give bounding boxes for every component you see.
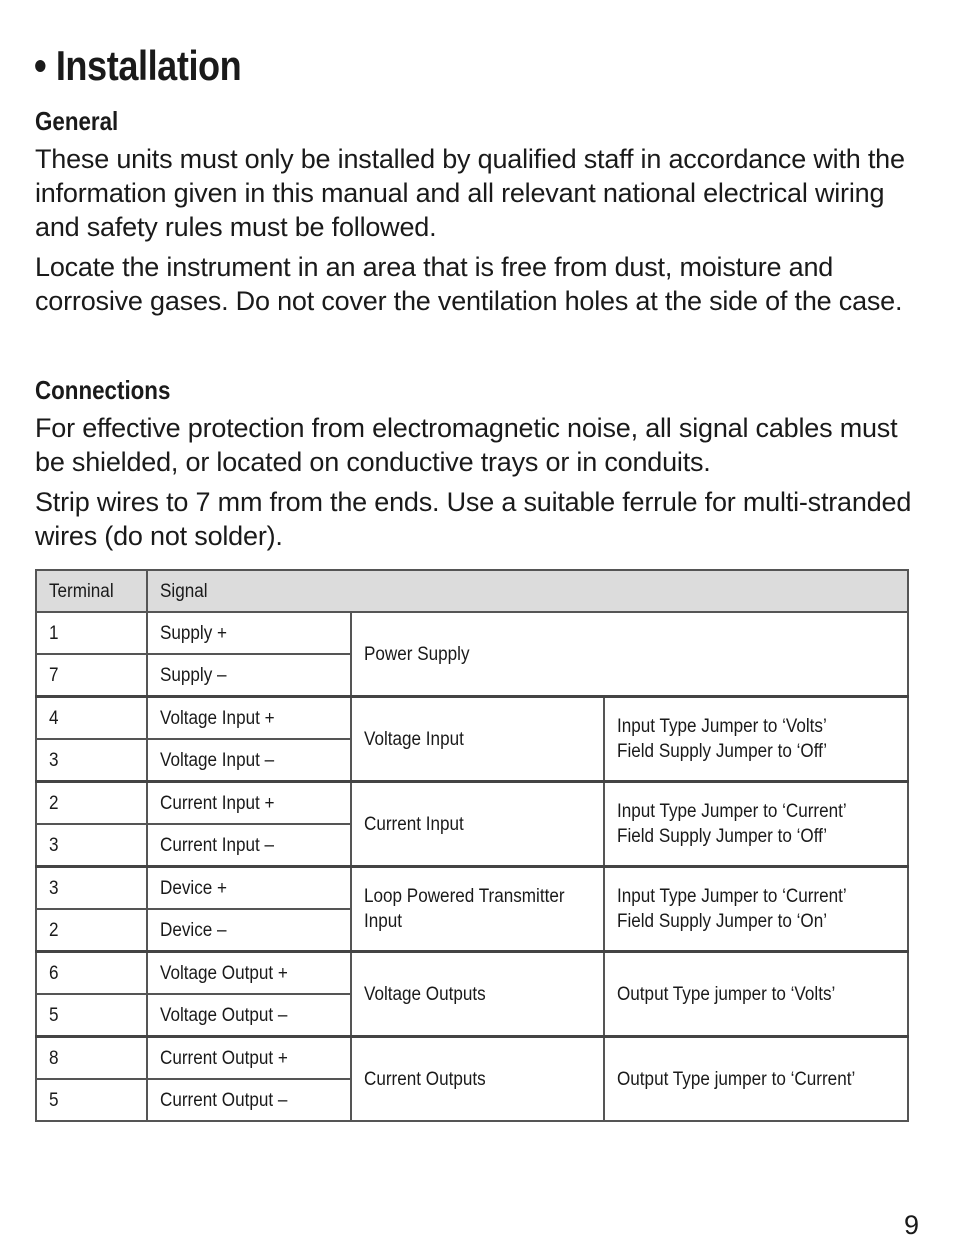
- signal-name: Current Output –: [159, 1089, 287, 1111]
- jumper-note: Field Supply Jumper to ‘Off’: [617, 826, 828, 847]
- table-row: [36, 782, 908, 825]
- signal-name: Current Output +: [159, 1047, 288, 1069]
- signal-name: Supply +: [159, 622, 227, 644]
- general-paragraph-2: Locate the instrument in an area that is free from dust, moisture and corrosive gases. Do not cover the ventilation holes at the side of the case.: [35, 252, 903, 316]
- signal-cell: [147, 1079, 351, 1121]
- terminal-cell: [36, 697, 147, 740]
- signal-name: Voltage Input +: [159, 707, 275, 729]
- function-label: Voltage Outputs: [363, 983, 486, 1005]
- terminal-number: 1: [49, 622, 59, 644]
- signal-name: Supply –: [159, 664, 227, 686]
- general-heading: General: [35, 106, 119, 136]
- table-row: [36, 867, 908, 910]
- page-number: 9: [903, 1210, 919, 1240]
- signal-cell: [147, 867, 351, 910]
- signal-cell: [147, 824, 351, 867]
- jumper-note: Input Type Jumper to ‘Current’: [617, 801, 848, 822]
- table-row: [36, 1037, 908, 1080]
- signal-cell: [147, 994, 351, 1037]
- terminal-number: 2: [49, 919, 59, 941]
- jumper-note: Field Supply Jumper to ‘On’: [617, 911, 828, 932]
- terminal-number: 3: [49, 834, 59, 856]
- jumper-note: Output Type jumper to ‘Current’: [617, 1068, 856, 1090]
- terminal-number: 3: [49, 749, 59, 771]
- jumper-note: Input Type Jumper to ‘Current’: [617, 886, 848, 907]
- function-cell: [351, 612, 908, 697]
- table-row: [36, 697, 908, 740]
- signal-name: Device +: [159, 877, 227, 899]
- terminal-number: 7: [49, 664, 59, 686]
- jumper-notes-cell: [604, 782, 908, 867]
- signal-name: Current Input +: [159, 792, 275, 814]
- jumper-note: Input Type Jumper to ‘Volts’: [617, 716, 828, 737]
- jumper-notes-cell: [604, 952, 908, 1037]
- terminal-cell: [36, 994, 147, 1037]
- terminal-cell: [36, 867, 147, 910]
- signal-cell: [147, 952, 351, 995]
- function-cell: [351, 952, 605, 1037]
- terminal-cell: [36, 824, 147, 867]
- function-label: Current Outputs: [363, 1068, 486, 1090]
- function-cell: [351, 867, 605, 952]
- table-row: [36, 952, 908, 995]
- jumper-notes-cell: [604, 1037, 908, 1122]
- signal-cell: [147, 654, 351, 697]
- signal-cell: [147, 782, 351, 825]
- terminal-cell: [36, 1037, 147, 1080]
- terminal-number: 4: [49, 707, 59, 729]
- terminal-header-label: Terminal: [49, 580, 114, 602]
- table-header-row: [36, 570, 908, 612]
- function-cell: [351, 1037, 605, 1122]
- terminal-cell: [36, 782, 147, 825]
- terminal-header: [36, 570, 147, 612]
- terminal-cell: [36, 1079, 147, 1121]
- signal-cell: [147, 612, 351, 654]
- signal-name: Voltage Input –: [159, 749, 274, 771]
- terminal-cell: [36, 654, 147, 697]
- connections-heading: Connections: [35, 375, 171, 405]
- terminal-cell: [36, 612, 147, 654]
- function-label: Current Input: [363, 813, 464, 835]
- terminal-number: 8: [49, 1047, 59, 1069]
- signal-cell: [147, 739, 351, 782]
- signal-name: Voltage Output –: [159, 1004, 288, 1026]
- terminal-cell: [36, 739, 147, 782]
- terminal-signal-table: [35, 569, 909, 1122]
- signal-cell: [147, 909, 351, 952]
- function-label: Voltage Input: [363, 728, 464, 750]
- function-label-line2: Input: [363, 911, 402, 932]
- general-section: [35, 106, 915, 324]
- general-paragraph-1: These units must only be installed by qualified staff in accordance with the information given in this manual and all relevant national electrical wiring and safety rules must be followed.: [35, 144, 905, 242]
- page-title: • Installation: [34, 42, 242, 89]
- connections-paragraph-2: Strip wires to 7 mm from the ends. Use a suitable ferrule for multi-stranded wires (do not solder).: [35, 487, 912, 551]
- function-label: Loop Powered Transmitter: [363, 886, 565, 907]
- signal-name: Device –: [159, 919, 227, 941]
- signal-name: Voltage Output +: [159, 962, 288, 984]
- signal-name: Current Input –: [159, 834, 274, 856]
- terminal-number: 2: [49, 792, 59, 814]
- terminal-number: 5: [49, 1089, 59, 1111]
- signal-header-label: Signal: [159, 580, 208, 602]
- signal-cell: [147, 1037, 351, 1080]
- function-cell: [351, 782, 605, 867]
- jumper-notes-cell: [604, 867, 908, 952]
- terminal-cell: [36, 952, 147, 995]
- signal-header: [147, 570, 908, 612]
- function-label: Power Supply: [363, 643, 470, 665]
- function-cell: [351, 697, 605, 782]
- terminal-cell: [36, 909, 147, 952]
- connections-section: [35, 375, 915, 559]
- jumper-notes-cell: [604, 697, 908, 782]
- terminal-number: 6: [49, 962, 59, 984]
- terminal-number: 5: [49, 1004, 59, 1026]
- connections-paragraph-1: For effective protection from electromagnetic noise, all signal cables must be shielded, or located on conductive trays or in conduits.: [35, 413, 898, 477]
- terminal-number: 3: [49, 877, 59, 899]
- signal-cell: [147, 697, 351, 740]
- jumper-note: Field Supply Jumper to ‘Off’: [617, 741, 828, 762]
- jumper-note: Output Type jumper to ‘Volts’: [617, 983, 836, 1005]
- table-row: [36, 612, 908, 654]
